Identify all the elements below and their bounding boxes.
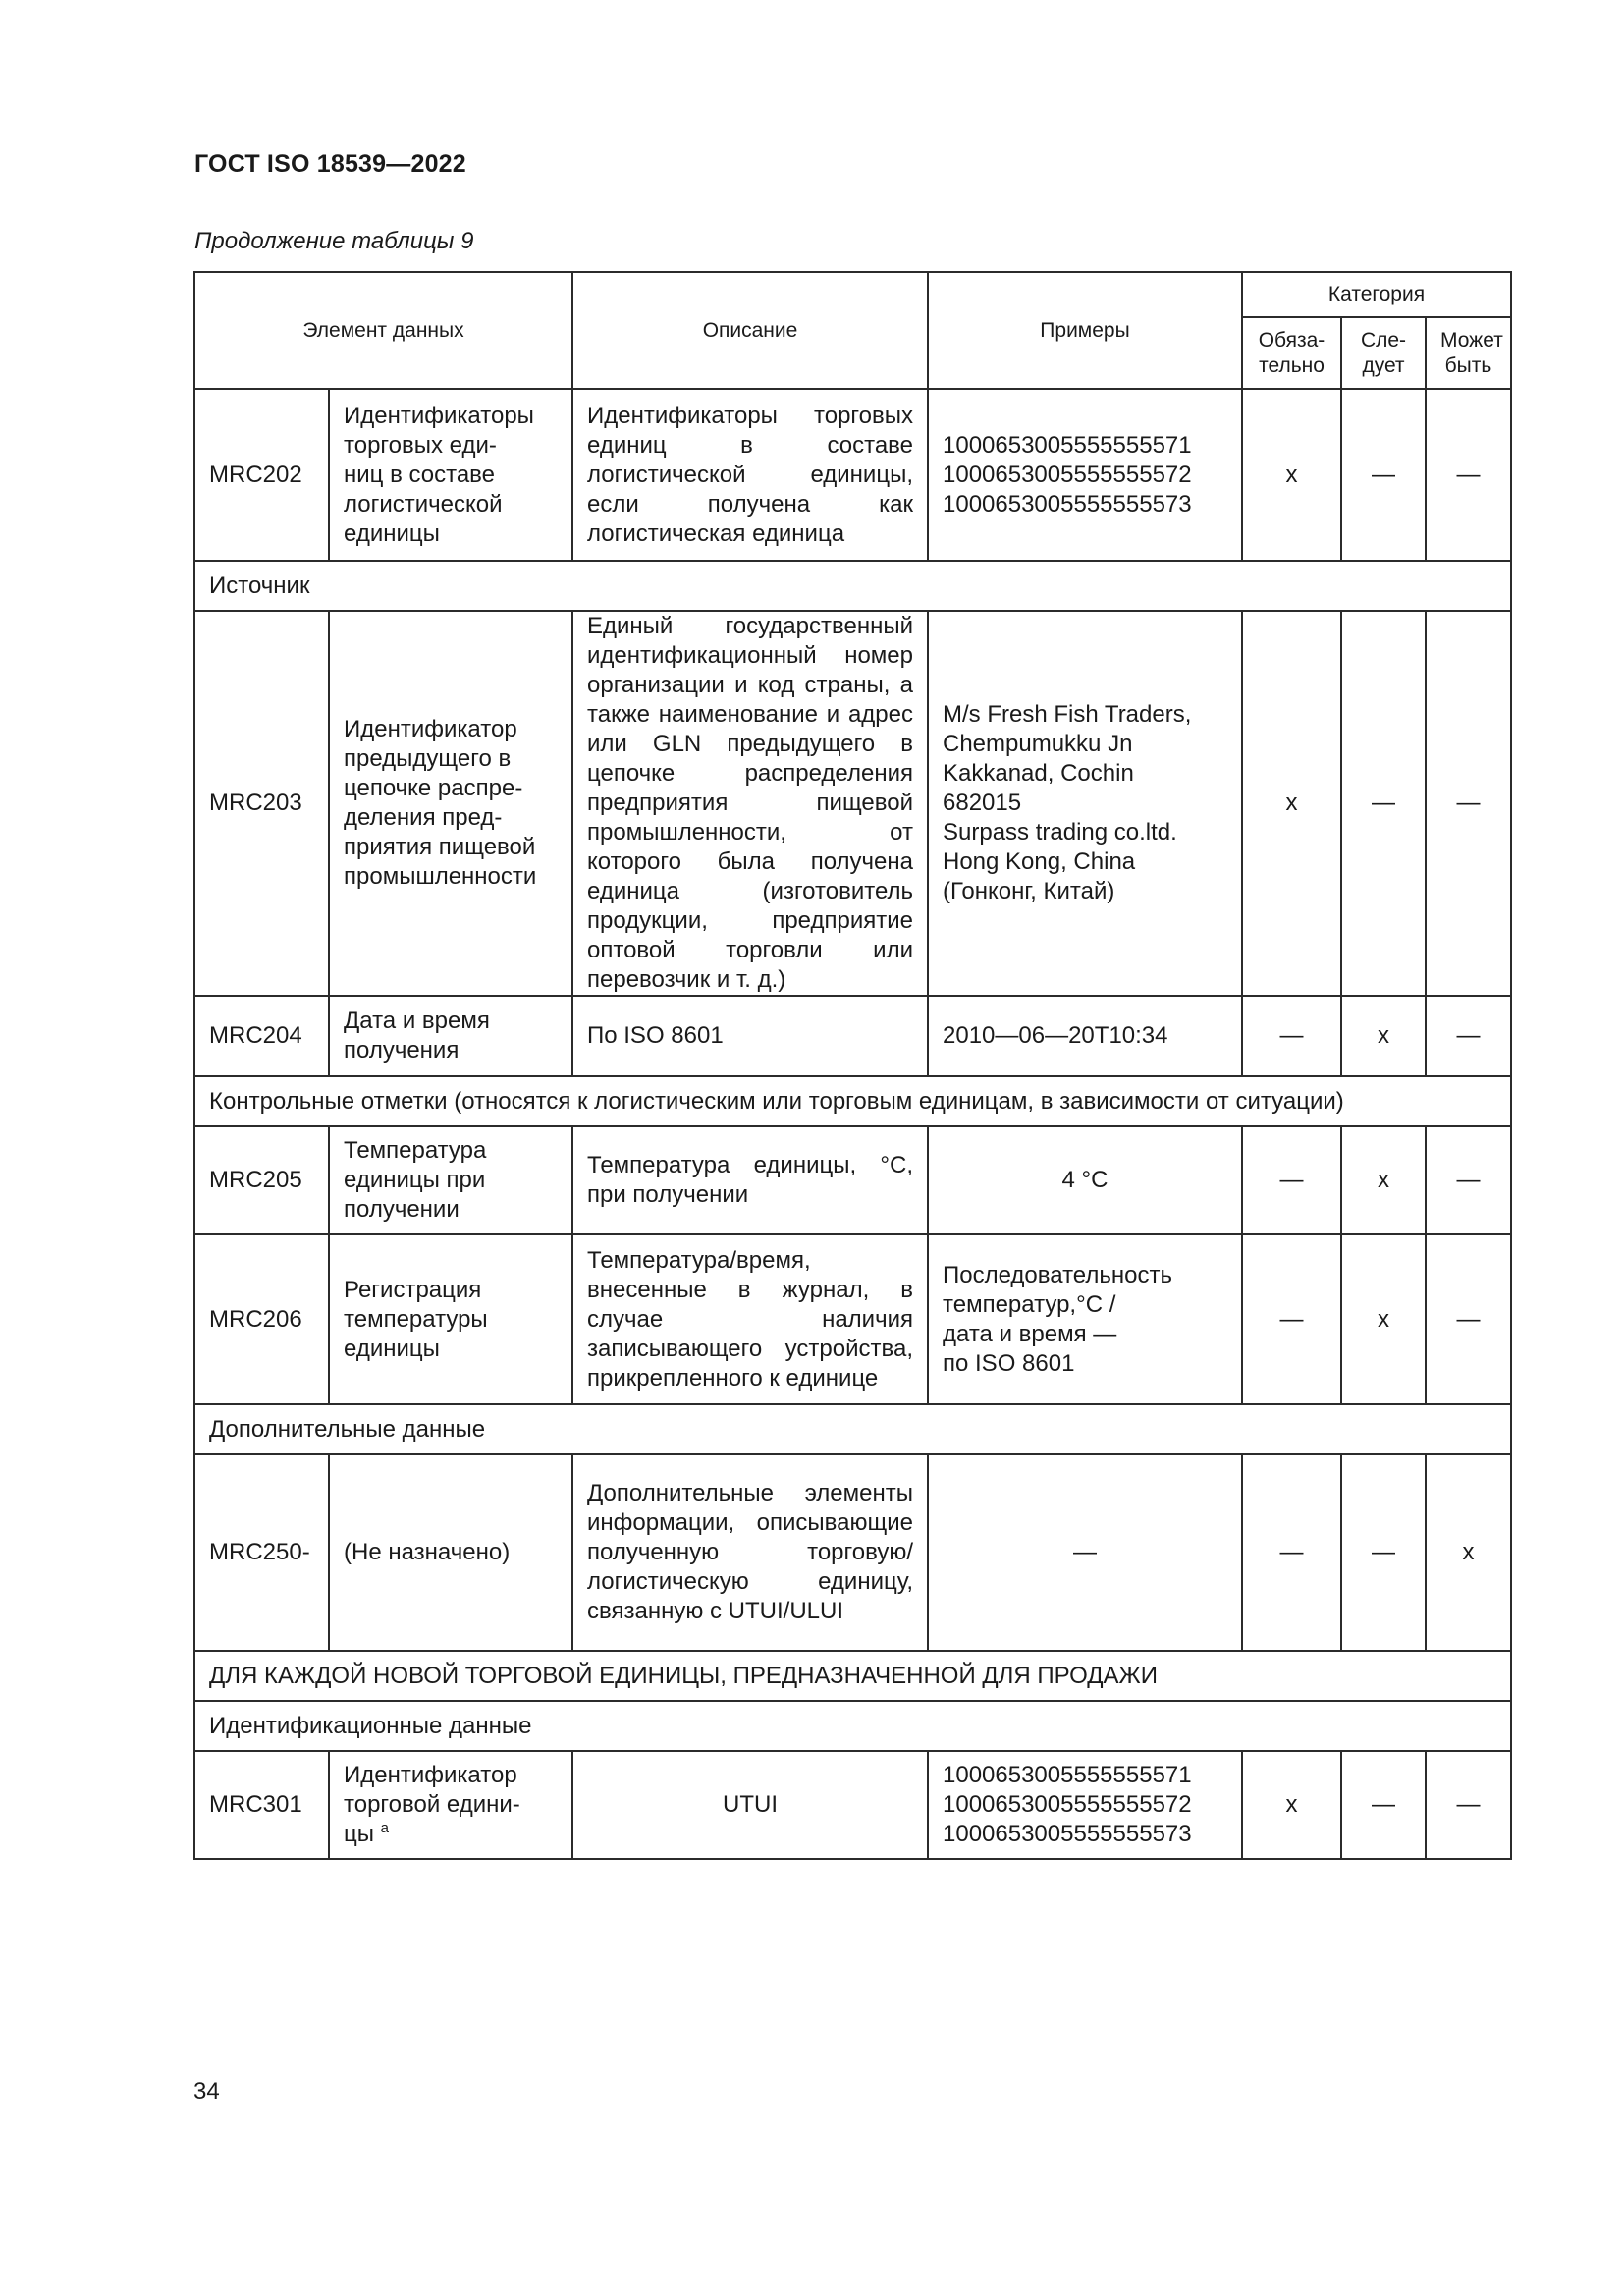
should-cell: x	[1341, 1126, 1426, 1234]
section-row	[194, 1404, 1511, 1454]
element-code-cell: MRC250-	[194, 1454, 329, 1651]
should-cell: —	[1341, 1751, 1426, 1859]
table-row	[194, 1751, 1511, 1859]
examples-cell: 1000653005555555571 1000653005555555572 1000653005555555573	[928, 389, 1242, 561]
section-row	[194, 1651, 1511, 1701]
examples-cell: M/s Fresh Fish Traders, Chempumukku Jn Kakkanad, Cochin 682015 Surpass trading co.ltd. Hong Kong, China (Гонконг, Китай)	[928, 611, 1242, 996]
mandatory-cell: —	[1242, 1126, 1341, 1234]
mandatory-cell: x	[1242, 1751, 1341, 1859]
mandatory-cell: x	[1242, 389, 1341, 561]
may-cell: —	[1426, 611, 1511, 996]
element-name-cell: (Не назначено)	[329, 1454, 572, 1651]
header-should: Сле- дует	[1341, 317, 1426, 389]
description-cell: UTUI	[572, 1751, 928, 1859]
may-cell: —	[1426, 1751, 1511, 1859]
description-cell: По ISO 8601	[572, 996, 928, 1076]
element-name-cell: Регистрация температуры единицы	[329, 1234, 572, 1404]
element-code-cell: MRC203	[194, 611, 329, 996]
header-examples: Примеры	[928, 272, 1242, 389]
should-cell: —	[1341, 389, 1426, 561]
should-cell: —	[1341, 1454, 1426, 1651]
table-row	[194, 996, 1511, 1076]
section-title: Дополнительные данные	[194, 1404, 1511, 1454]
description-cell: Дополнительные элементы информации, описывающие полученную торговую/логистическую единицу, связанную с UTUI/ULUI	[572, 1454, 928, 1651]
section-title: Контрольные отметки (относятся к логистическим или торговым единицам, в зависимости от ситуации)	[194, 1076, 1511, 1126]
examples-cell: 1000653005555555571 1000653005555555572 1000653005555555573	[928, 1751, 1242, 1859]
should-cell: —	[1341, 611, 1426, 996]
table-row	[194, 389, 1511, 561]
description-cell: Единый государственный идентификационный номер организации и код страны, а также наименование и адрес или GLN предыдущего в цепочке распределения предприятия пищевой промышленности, от которого была получена единица (изготовитель продукции, предприятие оптовой торговли или перевозчик и т. д.)	[572, 611, 928, 996]
examples-cell: —	[928, 1454, 1242, 1651]
element-name-cell: Дата и время получения	[329, 996, 572, 1076]
footnote-marker: а	[380, 1820, 390, 1836]
examples-cell: 4 °C	[928, 1126, 1242, 1234]
table-row	[194, 1454, 1511, 1651]
table-row	[194, 611, 1511, 996]
section-title: Идентификационные данные	[194, 1701, 1511, 1751]
element-name-cell: Температура единицы при получении	[329, 1126, 572, 1234]
may-cell: —	[1426, 996, 1511, 1076]
section-row	[194, 561, 1511, 611]
element-code-cell: MRC301	[194, 1751, 329, 1859]
should-cell: x	[1341, 1234, 1426, 1404]
data-elements-table	[193, 271, 1512, 1860]
element-code-cell: MRC204	[194, 996, 329, 1076]
element-name-text: Идентификатор торговой едини- цы	[344, 1762, 520, 1847]
may-cell: —	[1426, 389, 1511, 561]
should-cell: x	[1341, 996, 1426, 1076]
header-description: Описание	[572, 272, 928, 389]
may-cell: x	[1426, 1454, 1511, 1651]
examples-cell: Последовательность температур,°C / дата и время — по ISO 8601	[928, 1234, 1242, 1404]
mandatory-cell: x	[1242, 611, 1341, 996]
element-code-cell: MRC202	[194, 389, 329, 561]
header-data-element: Элемент данных	[194, 272, 572, 389]
table-body	[194, 389, 1511, 1859]
section-title: Источник	[194, 561, 1511, 611]
document-code: ГОСТ ISO 18539—2022	[194, 150, 466, 178]
table-continuation-caption: Продолжение таблицы 9	[194, 228, 474, 254]
mandatory-cell: —	[1242, 1234, 1341, 1404]
page-number: 34	[193, 2078, 220, 2105]
section-row	[194, 1076, 1511, 1126]
header-may: Может быть	[1426, 317, 1511, 389]
header-mandatory: Обяза- тельно	[1242, 317, 1341, 389]
description-cell: Температура/время, внесенные в журнал, в случае наличия записывающего устройства, прикрепленного к единице	[572, 1234, 928, 1404]
element-name-cell: Идентификаторы торговых еди- ниц в составе логистической единицы	[329, 389, 572, 561]
element-code-cell: MRC205	[194, 1126, 329, 1234]
description-cell: Идентификаторы торговых единиц в составе логистической единицы, если получена как логистическая единица	[572, 389, 928, 561]
table-row	[194, 1234, 1511, 1404]
header-category: Категория	[1242, 272, 1511, 317]
mandatory-cell: —	[1242, 1454, 1341, 1651]
examples-cell: 2010—06—20T10:34	[928, 996, 1242, 1076]
element-name-cell	[329, 1751, 572, 1859]
description-cell: Температура единицы, °C, при получении	[572, 1126, 928, 1234]
section-title: ДЛЯ КАЖДОЙ НОВОЙ ТОРГОВОЙ ЕДИНИЦЫ, ПРЕДНАЗНАЧЕННОЙ ДЛЯ ПРОДАЖИ	[194, 1651, 1511, 1701]
may-cell: —	[1426, 1126, 1511, 1234]
may-cell: —	[1426, 1234, 1511, 1404]
mandatory-cell: —	[1242, 996, 1341, 1076]
section-row	[194, 1701, 1511, 1751]
element-name-cell: Идентификатор предыдущего в цепочке распре- деления пред- приятия пищевой промышленности	[329, 611, 572, 996]
element-code-cell: MRC206	[194, 1234, 329, 1404]
table-row	[194, 1126, 1511, 1234]
